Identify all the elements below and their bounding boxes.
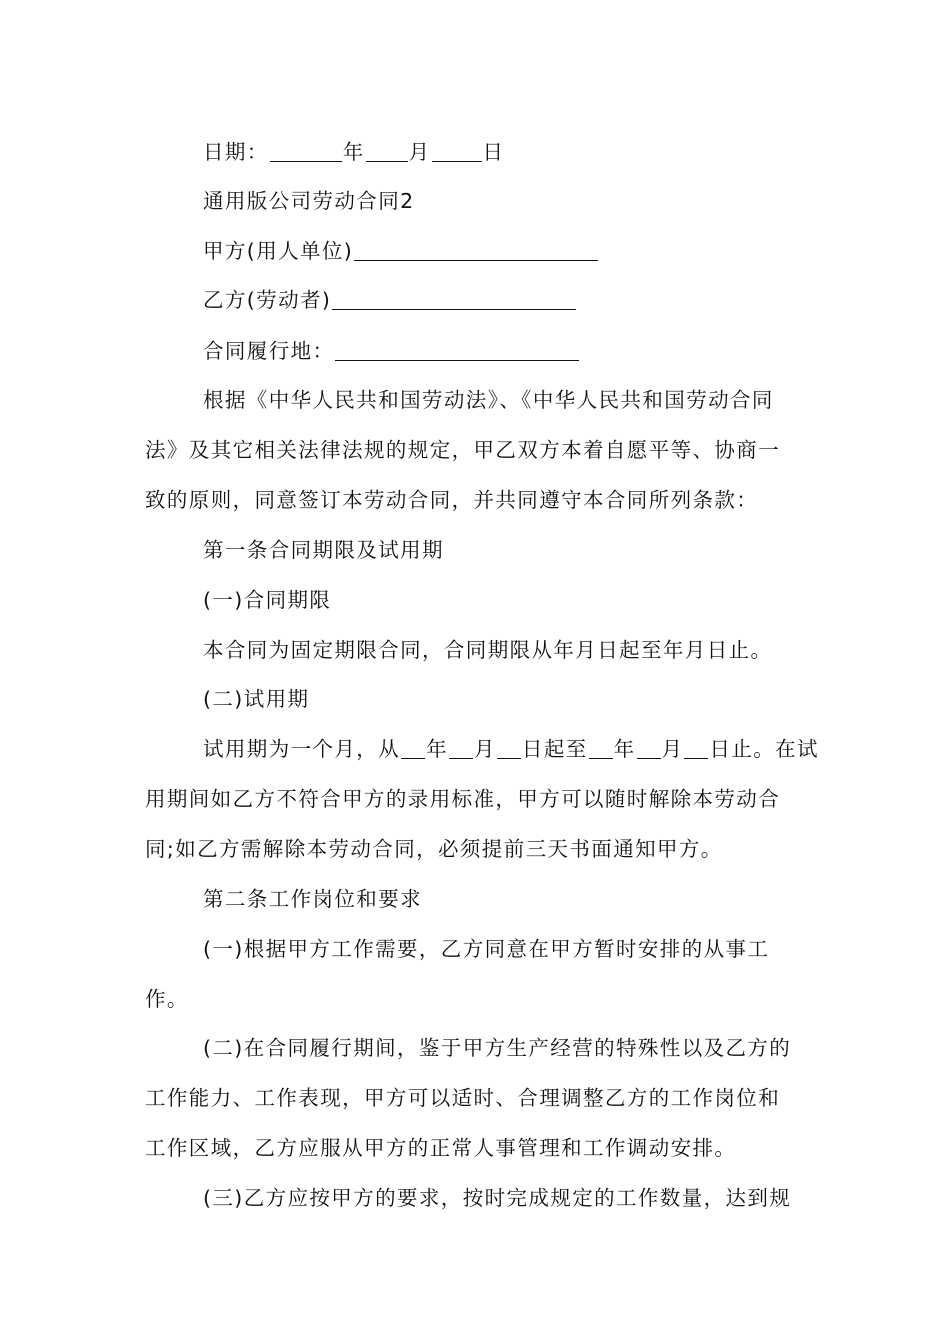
start-day-blank	[497, 738, 521, 759]
article-2-item3-line1: (三)乙方应按甲方的要求，按时完成规定的工作数量，达到规	[203, 1186, 792, 1210]
day-blank	[432, 141, 482, 162]
contract-title: 通用版公司劳动合同2	[203, 189, 415, 213]
article-2-item2-line2: 工作能力、工作表现，甲方可以适时、合理调整乙方的工作岗位和	[145, 1086, 781, 1110]
probation-line-2: 用期间如乙方不符合甲方的录用标准，甲方可以随时解除本劳动合	[145, 787, 781, 811]
article-2-item1-line1: (一)根据甲方工作需要，乙方同意在甲方暂时安排的从事工	[203, 937, 770, 961]
date-label: 日期：	[203, 140, 269, 164]
party-b-line	[203, 285, 873, 315]
article-1-sub2-heading: (二)试用期	[203, 687, 310, 711]
party-a-label: 甲方(用人单位)	[203, 239, 354, 263]
article-1-sub1-text: 本合同为固定期限合同，合同期限从年月日起至年月日止。	[203, 638, 773, 662]
article-2-item2-line3: 工作区域，乙方应服从甲方的正常人事管理和工作调动安排。	[145, 1136, 737, 1160]
place-blank	[335, 340, 579, 361]
party-b-blank	[332, 289, 576, 310]
preamble-line-3: 致的原则，同意签订本劳动合同，并共同遵守本合同所列条款：	[145, 488, 759, 512]
year-label: 年	[342, 140, 365, 164]
article-2-item1-line2: 作。	[145, 987, 189, 1011]
probation-line-1	[203, 734, 873, 764]
probation-text: 试用期为一个月，从	[203, 737, 401, 761]
end-month-label: 月	[661, 737, 684, 761]
party-a-blank	[354, 240, 598, 261]
place-line	[203, 336, 873, 366]
preamble-line-1: 根据《中华人民共和国劳动法》、《中华人民共和国劳动合同	[203, 388, 774, 412]
start-month-label: 月	[474, 737, 496, 761]
start-year-label: 年	[426, 737, 449, 761]
preamble-line-2: 法》及其它相关法律法规的规定，甲乙双方本着自愿平等、协商一	[145, 438, 781, 462]
start-month-blank	[449, 738, 473, 759]
date-line	[203, 137, 873, 167]
article-2-heading: 第二条工作岗位和要求	[203, 887, 422, 911]
article-1-heading: 第一条合同期限及试用期	[203, 538, 444, 562]
month-blank	[366, 141, 408, 162]
start-year-blank	[401, 738, 425, 759]
article-2-item2-line1: (二)在合同履行期间，鉴于甲方生产经营的特殊性以及乙方的	[203, 1036, 792, 1060]
place-label: 合同履行地：	[203, 339, 335, 363]
end-year-blank	[589, 738, 613, 759]
article-1-sub1-heading: (一)合同期限	[203, 588, 332, 612]
year-blank	[270, 141, 342, 162]
start-day-label: 日起至	[521, 737, 588, 761]
end-day-label: 日止。在试	[709, 737, 819, 761]
party-b-label: 乙方(劳动者)	[203, 288, 332, 312]
end-year-label: 年	[613, 737, 636, 761]
day-label: 日	[482, 140, 505, 164]
end-month-blank	[637, 738, 661, 759]
probation-line-3: 同;如乙方需解除本劳动合同，必须提前三天书面通知甲方。	[145, 837, 723, 861]
party-a-line	[203, 236, 873, 266]
end-day-blank	[684, 738, 708, 759]
month-label: 月	[408, 140, 431, 164]
